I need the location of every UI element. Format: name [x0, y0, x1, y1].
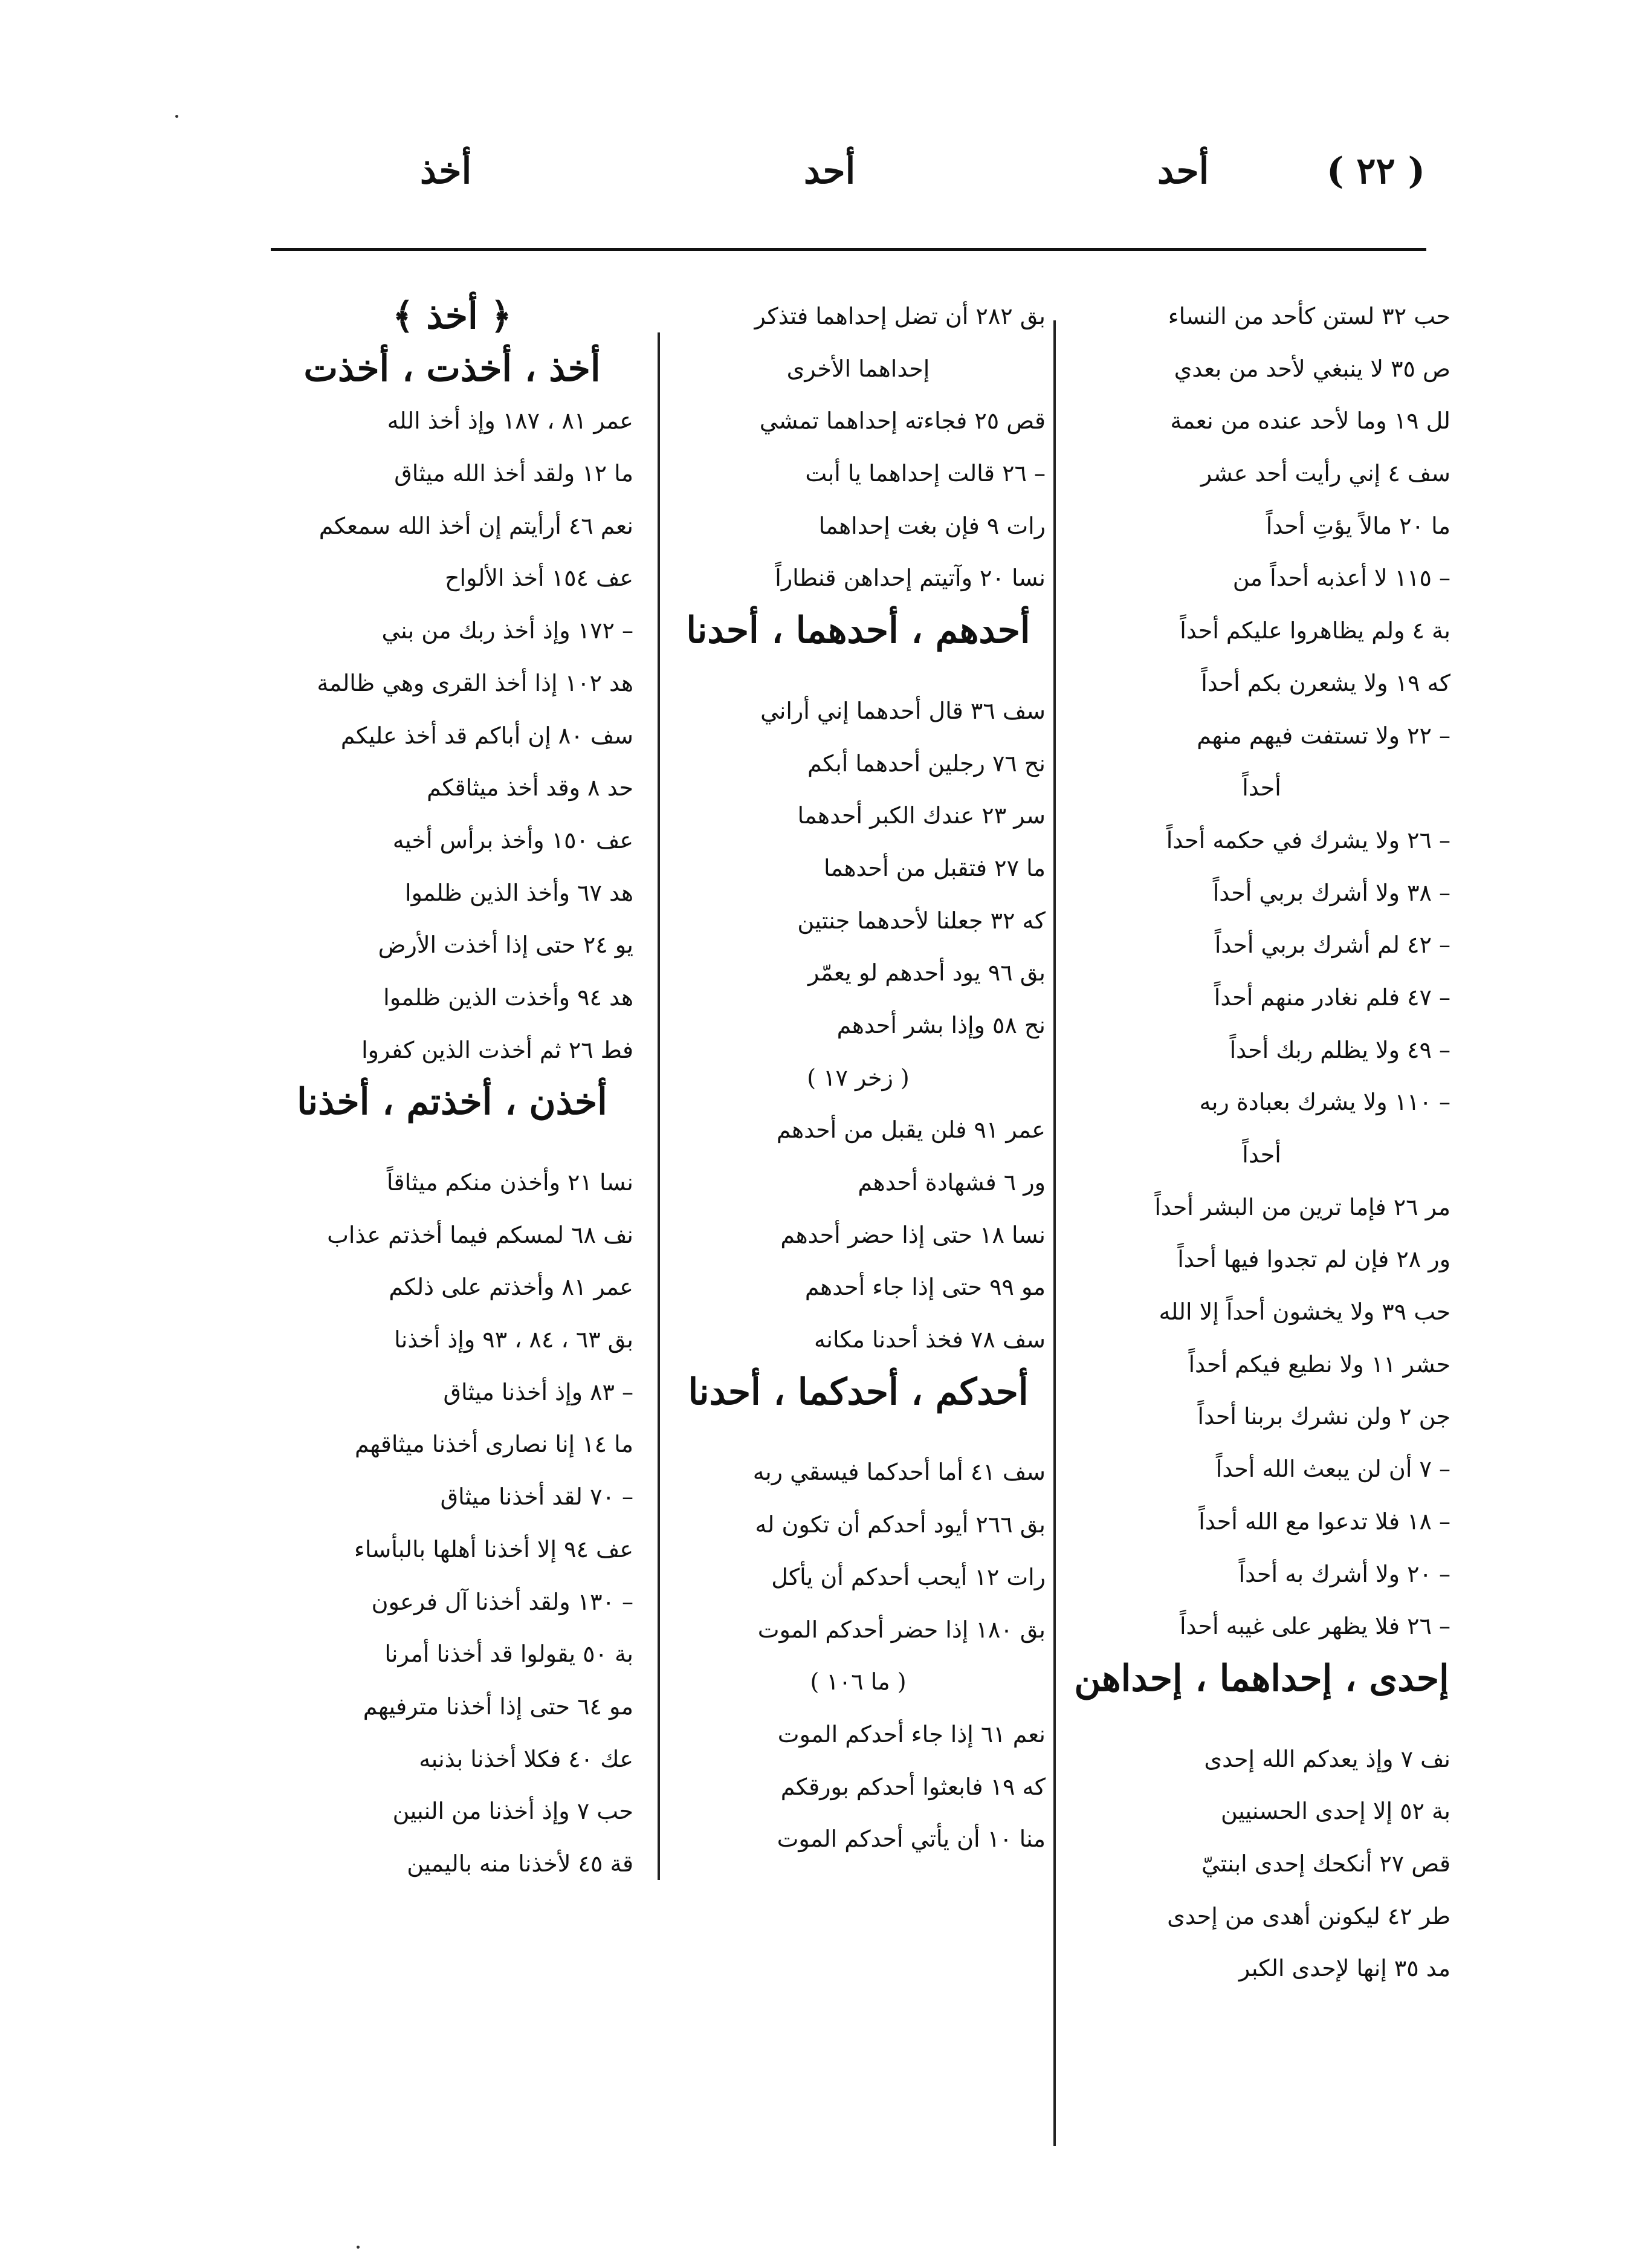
- entry-line: كه ١٩ فابعثوا أحدكم بورقكم: [780, 1773, 1046, 1800]
- entry-line: – ٢٦ فلا يظهر على غيبه أحداً: [1179, 1613, 1450, 1640]
- entry-line: منا ١٠ أن يأتي أحدكم الموت: [777, 1826, 1046, 1853]
- entry-line: – ١٨ فلا تدعوا مع الله أحداً: [1198, 1508, 1450, 1535]
- entry-line: طر ٤٢ ليكونن أهدى من إحدى: [1167, 1902, 1450, 1929]
- entry-line: ما ٢٧ فتقبل من أحدهما: [823, 854, 1046, 881]
- entry-line: مو ٦٤ حتى إذا أخذنا مترفيهم: [363, 1693, 633, 1720]
- entry-line: سف ٤١ أما أحدكما فيسقي ربه: [752, 1459, 1046, 1486]
- entry-line: – ٤٢ لم أشرك بربي أحداً: [1214, 932, 1450, 959]
- column-left: [271, 290, 633, 1890]
- entry-line: حشر ١١ ولا نطيع فيكم أحداً: [1188, 1350, 1450, 1378]
- entry-line: نعم ٤٦ أرأيتم إن أخذ الله سمعكم: [319, 512, 633, 539]
- entry-line: مو ٩٩ حتى إذا جاء أحدهم: [804, 1274, 1046, 1301]
- entry-continuation: إحداهما الأخرى: [786, 355, 930, 382]
- section-heading: أخذن ، أخذتم ، أخذنا: [297, 1081, 607, 1124]
- entry-line: سف ٧٨ فخذ أحدنا مكانه: [814, 1326, 1046, 1353]
- root-heading: ﴿ أخذ ﴾: [392, 295, 512, 337]
- column-right: [1073, 290, 1450, 1995]
- entry-line: نف ٧ وإذ يعدكم الله إحدى: [1204, 1745, 1450, 1772]
- entry-line: سف ٤ إني رأيت أحد عشر: [1200, 460, 1450, 487]
- entry-line: كه ١٩ ولا يشعرن بكم أحداً: [1201, 669, 1450, 696]
- spacer: [1073, 1705, 1450, 1733]
- header-rule: [271, 248, 1426, 251]
- entry-line: – ٧ أن لن يبعث الله أحداً: [1215, 1456, 1450, 1483]
- entry-line: ما ١٢ ولقد أخذ الله ميثاق: [394, 460, 633, 487]
- cross-reference: ( زخر ١٧ ): [807, 1064, 910, 1091]
- section-heading: أخذ ، أخذت ، أخذت: [303, 347, 601, 390]
- spacer: [671, 657, 1046, 685]
- entry-line: هد ٦٧ وأخذ الذين ظلموا: [404, 879, 633, 906]
- entry-line: سف ٨٠ إن أباكم قد أخذ عليكم: [340, 722, 633, 749]
- entry-line: عمر ٨١ ، ١٨٧ وإذ أخذ الله: [387, 407, 633, 435]
- entry-line: نسا ٢٠ وآتيتم إحداهن قنطاراً: [775, 565, 1046, 592]
- entry-line: رات ٩ فإن بغت إحداهما: [818, 512, 1046, 539]
- entry-line: مد ٣٥ إنها لإحدى الكبر: [1238, 1955, 1450, 1982]
- entry-line: هد ١٠٢ إذا أخذ القرى وهي ظالمة: [317, 669, 633, 696]
- entry-line: سر ٢٣ عندك الكبر أحدهما: [797, 802, 1046, 829]
- column-divider-right: [1053, 320, 1056, 2146]
- entry-line: – ٨٣ وإذ أخذنا ميثاق: [443, 1378, 633, 1405]
- entry-line: مر ٢٦ فإما ترين من البشر أحداً: [1154, 1193, 1450, 1220]
- entry-line: بق ٩٦ يود أحدهم لو يعمّر: [807, 959, 1046, 987]
- entry-line: عف ١٥٤ أخذ الألواح: [444, 565, 633, 592]
- entry-line: بق ١٨٠ إذا حضر أحدكم الموت: [757, 1616, 1046, 1643]
- entry-line: – ٢٠ ولا أشرك به أحداً: [1238, 1560, 1450, 1587]
- entry-line: بة ٥٠ يقولوا قد أخذنا أمرنا: [384, 1641, 633, 1668]
- entry-line: بق ٦٣ ، ٨٤ ، ٩٣ وإذ أخذنا: [394, 1326, 633, 1353]
- entry-line: ور ٢٨ فإن لم تجدوا فيها أحداً: [1177, 1246, 1450, 1273]
- entry-line: – ٢٦ ولا يشرك في حكمه أحداً: [1166, 826, 1450, 854]
- header-center-keyword: أحد: [804, 150, 856, 192]
- column-middle: [671, 290, 1046, 1865]
- spacer: [271, 1129, 633, 1156]
- entry-line: قص ٢٥ فجاءته إحداهما تمشي: [759, 407, 1046, 435]
- entry-line: نح ٥٨ وإذا بشر أحدهم: [836, 1011, 1046, 1038]
- scan-speck: [175, 115, 178, 118]
- header-right-keyword: أحد: [1157, 150, 1209, 192]
- entry-line: حب ٣٩ ولا يخشون أحداً إلا الله: [1159, 1298, 1450, 1326]
- section-heading: أحدهم ، أحدهما ، أحدنا: [686, 609, 1030, 652]
- entry-line: حب ٧ وإذ أخذنا من النبين: [392, 1798, 633, 1825]
- entry-line: – ٣٨ ولا أشرك بربي أحداً: [1212, 879, 1450, 906]
- entry-line: فط ٢٦ ثم أخذت الذين كفروا: [361, 1036, 633, 1063]
- entry-line: قة ٤٥ لأخذنا منه باليمين: [407, 1850, 633, 1877]
- spacer: [671, 1418, 1046, 1446]
- page-number: ( ٢٢ ): [1327, 150, 1426, 192]
- entry-line: عف ١٥٠ وأخذ برأس أخيه: [392, 826, 633, 854]
- entry-line: نف ٦٨ لمسكم فيما أخذتم عذاب: [327, 1221, 633, 1248]
- cross-reference: ( ما ١٠٦ ): [810, 1668, 907, 1696]
- entry-line: يو ٢٤ حتى إذا أخذت الأرض: [378, 932, 633, 959]
- header-left-keyword: أخذ: [420, 150, 472, 192]
- entry-line: بق ٢٦٦ أيود أحدكم أن تكون له: [755, 1511, 1046, 1538]
- column-divider-left: [658, 332, 660, 1880]
- entry-line: ما ١٤ إنا نصارى أخذنا ميثاقهم: [354, 1431, 633, 1458]
- scan-speck: [357, 2246, 360, 2249]
- section-heading: إحدى ، إحداهما ، إحداهن: [1074, 1657, 1449, 1700]
- entry-line: حب ٣٢ لستن كأحد من النساء: [1168, 303, 1450, 329]
- entry-line: سف ٣٦ قال أحدهما إني أراني: [760, 697, 1046, 724]
- entry-line: كه ٣٢ جعلنا لأحدهما جنتين: [797, 907, 1046, 934]
- entry-line: بة ٥٢ إلا إحدى الحسنيين: [1221, 1798, 1450, 1825]
- entry-line: بق ٢٨٢ أن تضل إحداهما فتذكر: [754, 303, 1046, 329]
- entry-line: – ١١٠ ولا يشرك بعبادة ربه: [1199, 1089, 1450, 1116]
- section-heading: أحدكم ، أحدكما ، أحدنا: [688, 1370, 1029, 1413]
- entry-line: رات ١٢ أيحب أحدكم أن يأكل: [771, 1563, 1046, 1590]
- entry-line: ور ٦ فشهادة أحدهم: [858, 1169, 1046, 1196]
- entry-line: نسا ٢١ وأخذن منكم ميثاقاً: [386, 1169, 633, 1196]
- entry-line: – ٤٧ فلم نغادر منهم أحداً: [1214, 983, 1450, 1011]
- entry-line: ص ٣٥ لا ينبغي لأحد من بعدي: [1174, 355, 1450, 382]
- entry-line: عمر ٩١ فلن يقبل من أحدهم: [776, 1116, 1046, 1144]
- entry-line: – ٢٢ ولا تستفت فيهم منهم: [1197, 722, 1450, 749]
- entry-line: عف ٩٤ إلا أخذنا أهلها بالبأساء: [354, 1535, 633, 1563]
- entry-line: – ١١٥ لا أعذبه أحداً من: [1232, 565, 1450, 592]
- entry-line: عمر ٨١ وأخذتم على ذلكم: [389, 1274, 633, 1301]
- entry-line: – ١٧٢ وإذ أخذ ربك من بني: [381, 617, 633, 644]
- entry-line: بة ٤ ولم يظاهروا عليكم أحداً: [1180, 617, 1450, 644]
- entry-line: عك ٤٠ فكلا أخذنا بذنبه: [419, 1745, 633, 1772]
- entry-line: نح ٧٦ رجلين أحدهما أبكم: [807, 750, 1046, 777]
- entry-line: – ٧٠ لقد أخذنا ميثاق: [440, 1483, 633, 1511]
- entry-line: – ٢٦ قالت إحداهما يا أبت: [805, 460, 1046, 487]
- entry-continuation: أحداً: [1242, 1141, 1281, 1168]
- entry-line: حد ٨ وقد أخذ ميثاقكم: [427, 774, 633, 802]
- entry-line: – ٤٩ ولا يظلم ربك أحداً: [1229, 1036, 1450, 1063]
- entry-line: نسا ١٨ حتى إذا حضر أحدهم: [780, 1221, 1046, 1248]
- entry-continuation: أحداً: [1242, 774, 1281, 802]
- entry-line: قص ٢٧ أنكحك إحدى ابنتيّ: [1201, 1850, 1450, 1877]
- entry-line: هد ٩٤ وأخذت الذين ظلموا: [383, 983, 633, 1011]
- entry-line: نعم ٦١ إذا جاء أحدكم الموت: [777, 1720, 1046, 1748]
- entry-line: لل ١٩ وما لأحد عنده من نعمة: [1170, 407, 1450, 435]
- entry-line: ما ٢٠ مالاً يؤتِ أحداً: [1266, 512, 1450, 539]
- entry-line: – ١٣٠ ولقد أخذنا آل فرعون: [371, 1588, 633, 1615]
- entry-line: جن ٢ ولن نشرك بربنا أحداً: [1197, 1403, 1450, 1430]
